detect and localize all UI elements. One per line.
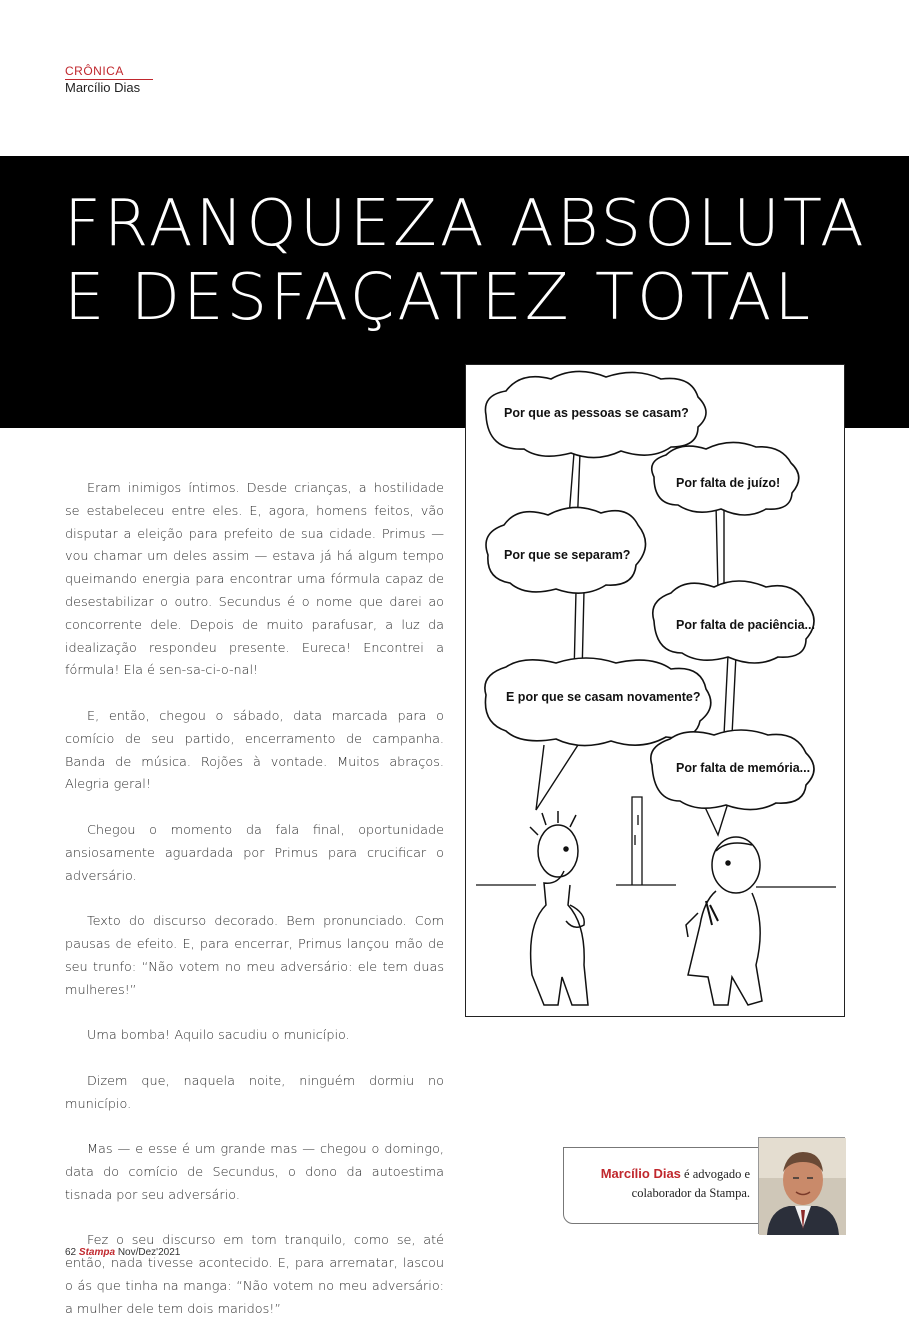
article-title-line-2: E DESFAÇATEZ TOTAL	[64, 261, 813, 335]
article-title-line-1: FRANQUEZA ABSOLUTA	[64, 187, 867, 261]
cloud-stem	[724, 655, 736, 735]
page-number: 62	[65, 1247, 77, 1258]
author-photo	[758, 1137, 845, 1234]
section-label: CRÔNICA	[65, 64, 124, 78]
paragraph: Dizem que, naquela noite, ninguém dormiu no município.	[65, 1073, 444, 1112]
right-man	[686, 837, 762, 1005]
article-body	[65, 478, 444, 1344]
author-desc-1: é advogado e	[680, 1167, 750, 1181]
issue-date: Nov/Dez'2021	[117, 1247, 181, 1258]
bubble-text: Por falta de memória...	[676, 761, 811, 775]
author-desc-2: colaborador da Stampa.	[631, 1186, 750, 1200]
magazine-brand: Stampa	[78, 1247, 116, 1258]
bubble-text: Por que as pessoas se casam?	[504, 406, 689, 420]
paragraph: Uma bomba! Aquilo sacudiu o município.	[87, 1028, 350, 1044]
cloud-stem	[716, 505, 724, 590]
bubble-text: Por que se separam?	[504, 548, 631, 562]
left-man	[530, 811, 588, 1005]
author-bio-box	[563, 1147, 763, 1224]
bubble-text: E por que se casam novamente?	[506, 690, 701, 704]
paragraph: Mas — e esse é um grande mas — chegou o domingo, data do comício de Secundus, o dono da autoestima tisnada por seu adversário.	[65, 1142, 444, 1203]
horizon-line	[476, 885, 836, 887]
page-footer	[65, 1247, 180, 1258]
author-bio-line-1	[601, 1166, 750, 1182]
author-name: Marcílio Dias	[600, 1166, 681, 1181]
cartoon-illustration	[465, 364, 845, 1017]
cartoon-drawing	[466, 365, 844, 1016]
paragraph: Fez o seu discurso em tom tranquilo, como se, até então, nada tivesse acontecido. E, para arrematar, lascou o ás que tinha na manga: “Não votem no meu adversário: a mulher dele tem dois maridos!”	[65, 1233, 444, 1317]
paragraph: Chegou o momento da fala final, oportunidade ansiosamente aguardada por Primus para crucificar o adversário.	[65, 822, 444, 884]
paragraph: Eram inimigos íntimos. Desde crianças, a hostilidade se estabeleceu entre eles. E, agora, homens feitos, vão disputar a eleição para prefeito de sua cidade. Primus — vou chamar um deles assim — estava já há algum tempo queimando energia para encontrar uma fórmula capaz de desestabilizar o outro. Secundus é o nome que darei ao concorrente dele. Depois de muito parafusar, a luz da idealização respondeu presente. Eureca! Encontrei a fórmula! Ela é sen-sa-ci-o-nal!	[65, 481, 444, 679]
section-author: Marcílio Dias	[65, 80, 141, 95]
building	[632, 797, 642, 885]
paragraph: Texto do discurso decorado. Bem pronunciado. Com pausas de efeito. E, para encerrar, Primus lançou mão de seu trunfo: “Não votem no meu adversário: ele tem duas mulheres!”	[65, 914, 444, 998]
paragraph: E, então, chegou o sábado, data marcada para o comício de seu partido, encerramento de campanha. Banda de música. Rojões à vontade. Muitos abraços. Alegria geral!	[65, 708, 444, 793]
bubble-text: Por falta de paciência...	[676, 618, 815, 632]
bubble-text: Por falta de juízo!	[676, 476, 781, 490]
cloud-stem	[536, 745, 578, 810]
